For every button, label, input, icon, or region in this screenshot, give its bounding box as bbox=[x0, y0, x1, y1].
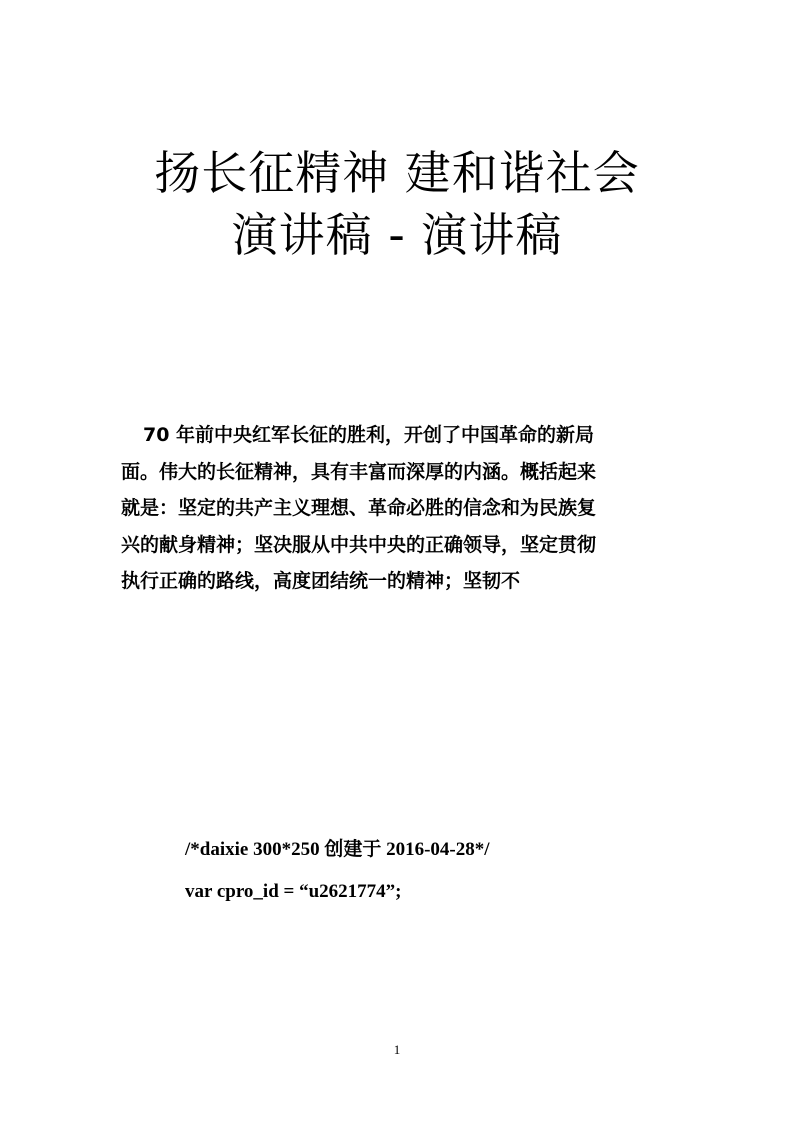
body-line-5: 执行正确的路线，高度团结统一的精神；坚韧不 bbox=[121, 570, 521, 592]
body-line-1: 70 年前中央红军长征的胜利，开创了中国革命的新局 bbox=[143, 424, 595, 446]
document-title-line-2: 演讲稿 - 演讲稿 bbox=[231, 208, 563, 262]
document-title-line-1: 扬长征精神 建和谐社会 bbox=[154, 146, 640, 200]
code-comment-line: /*daixie 300*250 创建于 2016-04-28*/ bbox=[185, 839, 490, 860]
code-variable-line: var cpro_id = “u2621774”; bbox=[185, 881, 402, 902]
body-line-4: 兴的献身精神；坚决服从中共中央的正确领导，坚定贯彻 bbox=[121, 533, 597, 556]
page-number: 1 bbox=[393, 1042, 401, 1057]
body-line-2: 面。伟大的长征精神，具有丰富而深厚的内涵。概括起来 bbox=[121, 460, 597, 483]
body-line-3: 就是：坚定的共产主义理想、革命必胜的信念和为民族复 bbox=[121, 497, 597, 519]
body-paragraph bbox=[121, 417, 666, 600]
